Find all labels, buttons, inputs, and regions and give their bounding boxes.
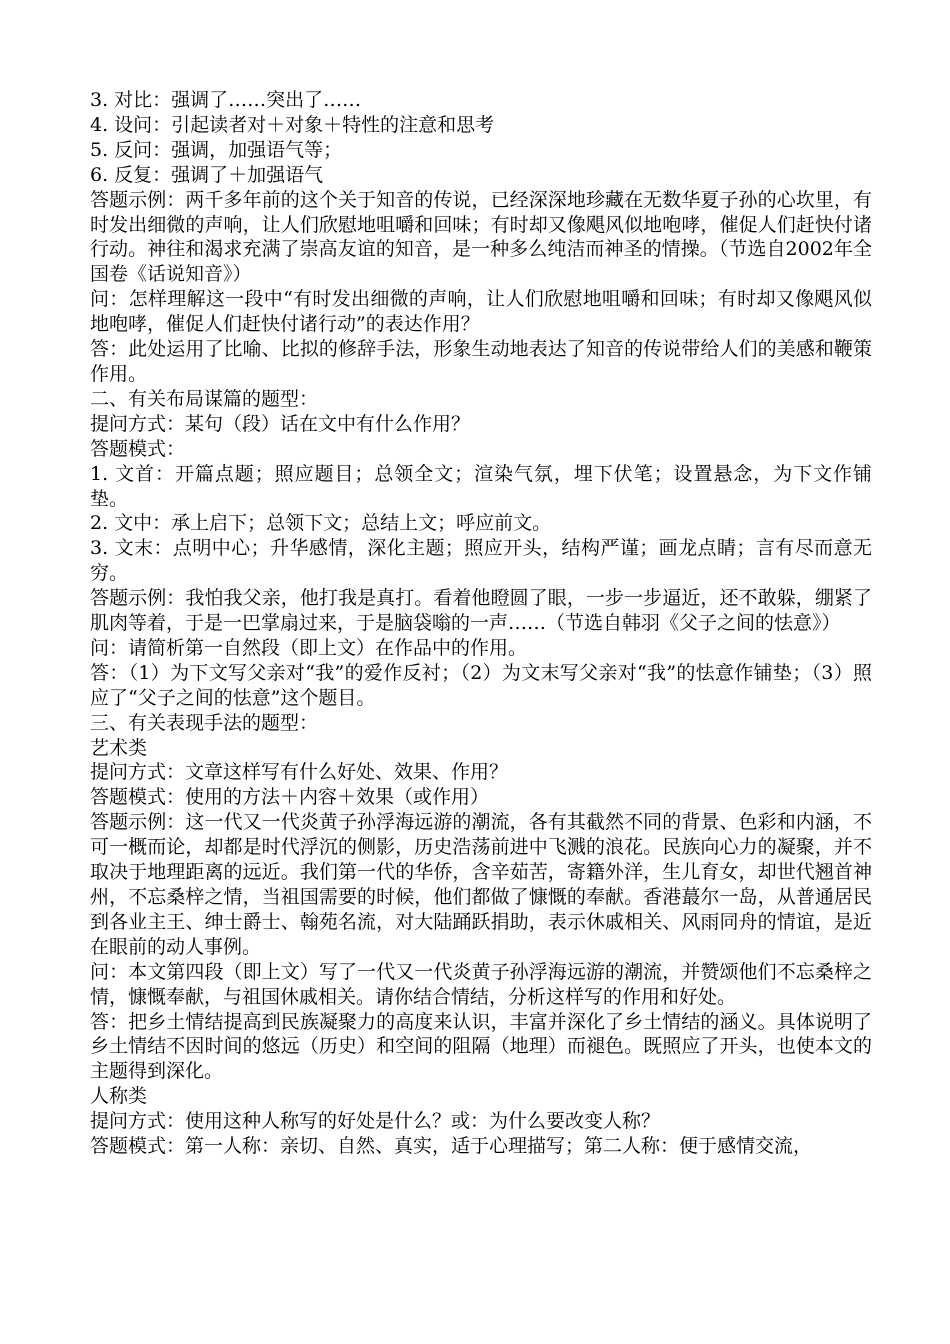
list-item-counter-question: 5. 反问：强调，加强语气等； [90,138,343,161]
answer-mode-art: 答题模式：使用的方法＋内容＋效果（或作用） [90,786,490,809]
list-item-opening: 1. 文首：开篇点题；照应题目；总领全文；渲染气氛，埋下伏笔；设置悬念，为下文作铺垫。 [90,462,872,510]
list-item-rhetorical-question: 4. 设问：引起读者对＋对象＋特性的注意和思考 [90,113,495,136]
question-paragraph-father: 问：请简析第一自然段（即上文）在作品中的作用。 [90,636,528,659]
example-paragraph-father: 答题示例：我怕我父亲，他打我是真打。看着他瞪圆了眼，一步一步逼近，还不敢躲，绷紧了肌肉等着，于是一巴掌扇过来，于是脑袋嗡的一声……（节选自韩羽《父子之间的怯意》） [90,587,872,635]
answer-paragraph-emigrants: 答：把乡土情结提高到民族凝聚力的高度来认识，丰富并深化了乡土情结的涵义。具体说明了乡土情结不因时间的悠远（历史）和空间的阻隔（地理）而褪色。既照应了开头，也使本文的主题得到深化。 [90,1010,872,1083]
example-paragraph-emigrants: 答题示例：这一代又一代炎黄子孙浮海远游的潮流，各有其截然不同的背景、色彩和内涵，不可一概而论，却都是时代浮沉的侧影，历史浩荡前进中飞溅的浪花。民族向心力的凝聚，并不取决于地理距离的远近。我们第一代的华侨，含辛茹苦，寄籍外洋，生儿育女，却世代翘首神州，不忘桑梓之情，当祖国需要的时候，他们都做了慷慨的奉献。香港蕞尔一岛，从普通居民到各业主王、绅士爵士、翰苑名流，对大陆踊跃捐助，表示休戚相关、风雨同舟的情谊，是近在眼前的动人事例。 [90,811,872,958]
document-body [90,88,872,1159]
question-format-person: 提问方式：使用这种人称写的好处是什么？或：为什么要改变人称？ [90,1110,661,1133]
question-format-art: 提问方式：文章这样写有什么好处、效果、作用？ [90,761,509,784]
subheading-person: 人称类 [90,1085,148,1108]
answer-paragraph-father: 答：（1）为下文写父亲对“我”的爱作反衬；（2）为文末写父亲对“我”的怯意作铺垫；（3）照应了“父子之间的怯意”这个题目。 [90,661,872,709]
answer-mode-label: 答题模式： [90,437,186,460]
list-item-repetition: 6. 反复：强调了＋加强语气 [90,163,324,186]
answer-mode-person: 答题模式：第一人称：亲切、自然、真实，适于心理描写；第二人称：便于感情交流， [90,1135,813,1158]
subheading-art: 艺术类 [90,736,148,759]
example-paragraph-zhiyin: 答题示例：两千多年前的这个关于知音的传说，已经深深地珍藏在无数华夏子孙的心坎里，有时发出细微的声响，让人们欣慰地咀嚼和回味；有时却又像飓风似地咆哮，催促人们赶快付诸行动。神往和渴求充满了崇高友谊的知音，是一种多么纯洁而神圣的情操。（节选自2002年全国卷《话说知音》） [90,188,872,286]
section-heading-techniques: 三、有关表现手法的题型： [90,711,319,734]
section-heading-layout: 二、有关布局谋篇的题型： [90,387,319,410]
answer-paragraph-zhiyin: 答：此处运用了比喻、比拟的修辞手法，形象生动地表达了知音的传说带给人们的美感和鞭策作用。 [90,338,872,385]
question-format-layout: 提问方式：某句（段）话在文中有什么作用？ [90,412,471,435]
question-paragraph-zhiyin: 问：怎样理解这一段中“有时发出细微的声响，让人们欣慰地咀嚼和回味；有时却又像飓风似地咆哮，催促人们赶快付诸行动”的表达作用？ [90,288,872,336]
list-item-ending: 3. 文末：点明中心；升华感情，深化主题；照应开头，结构严谨；画龙点睛；言有尽而意无穷。 [90,537,872,585]
list-item-contrast: 3. 对比：强调了……突出了…… [90,89,362,111]
question-paragraph-emigrants: 问：本文第四段（即上文）写了一代又一代炎黄子孙浮海远游的潮流，并赞颂他们不忘桑梓之情，慷慨奉献，与祖国休戚相关。请你结合情结，分析这样写的作用和好处。 [90,960,872,1008]
list-item-middle: 2. 文中：承上启下；总领下文；总结上文；呼应前文。 [90,512,552,535]
